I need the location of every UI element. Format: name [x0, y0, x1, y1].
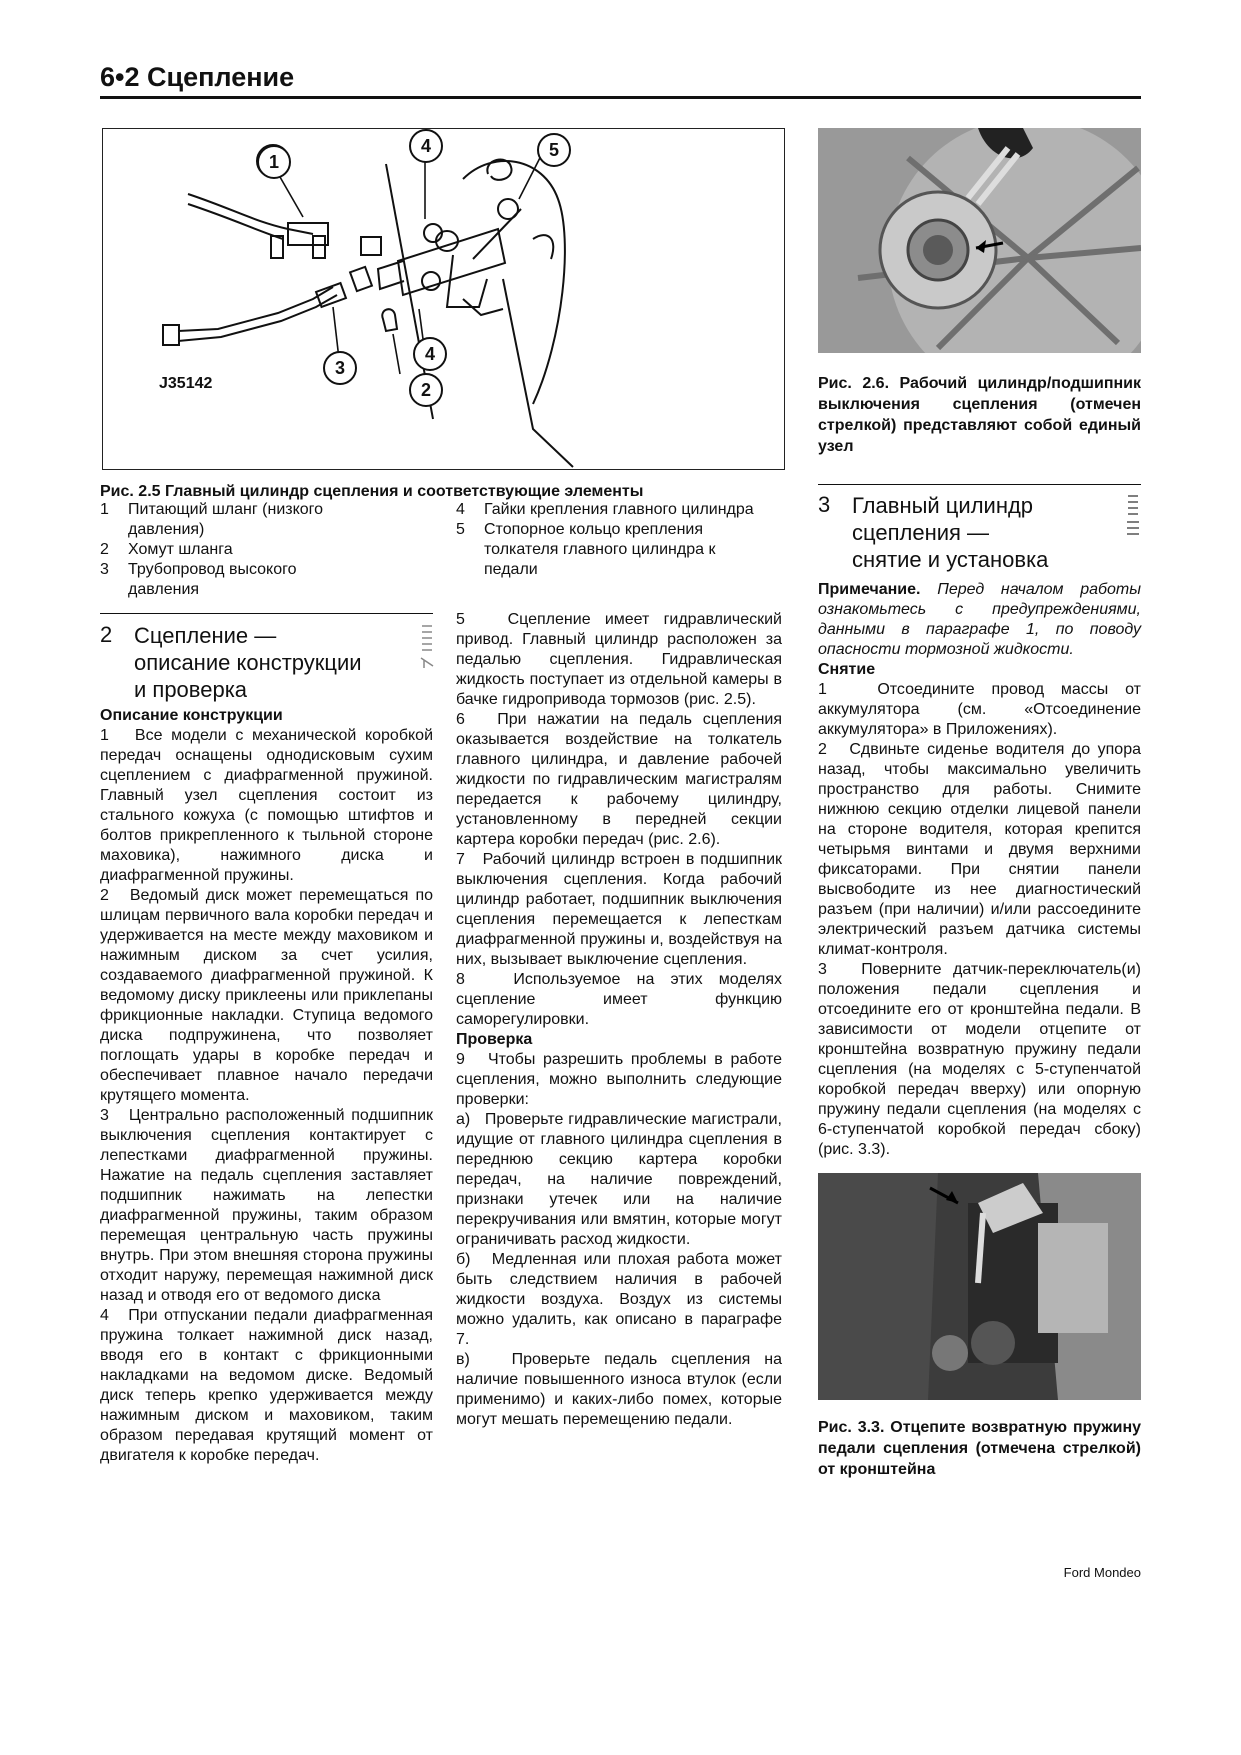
section-3-number: 3: [818, 492, 831, 517]
difficulty-icon: [1125, 492, 1141, 542]
paragraph: 4 При отпускании педали диафрагменная пружина толкает нажимной диск назад, вводя его в контакт с фрикционными накладками на ведомом диске. Ведомый диск теперь крепко удерживается между нажимным диском и маховиком, таким образом передавая крутящий момент от двигателя к коробке передач.: [100, 1307, 433, 1464]
legend-item: 4 Гайки крепления главного цилиндра: [456, 501, 754, 518]
section-3-heading: [818, 492, 1141, 573]
callout-3: 3: [323, 351, 357, 385]
paragraph: б) Медленная или плохая работа может быть следствием наличия в рабочей жидкости воздуха. Воздух из системы можно удалить, как описано в параграфе 7.: [456, 1251, 782, 1348]
footer-title: Ford Mondeo: [1063, 1565, 1141, 1580]
legend-item: 2 Хомут шланга: [100, 541, 233, 558]
callout-1: 1: [257, 145, 291, 179]
paragraph: в) Проверьте педаль сцепления на наличие повышенного износа втулок (если применимо) и каких-либо помех, которые могут мешать перемещению педали.: [456, 1351, 782, 1428]
section-3-title: Главный цилиндр сцепления — снятие и установка: [852, 493, 1049, 572]
paragraph: 5 Сцепление имеет гидравлический привод. Главный цилиндр расположен за педалью сцепления. Гидравлическая жидкость поступает из отдельной камеры в бачке гидропривода тормозов (рис. 2.5).: [456, 611, 782, 708]
section-2-number: 2: [100, 622, 113, 647]
callout-5: 5: [537, 133, 571, 167]
paragraph: 7 Рабочий цилиндр встроен в подшипник выключения сцепления. Когда рабочий цилиндр работает, подшипник выключения сцепления перемещается к лепесткам диафрагменной пружины и, воздействуя на них, вызывает выключение сцепления.: [456, 851, 782, 968]
callout-4-top: 4: [409, 129, 443, 163]
paragraph: 1 Все модели с механической коробкой передач оснащены однодисковым сухим сцеплением с диафрагменной пружиной. Главный узел сцепления состоит из стального кожуха (с помощью штифтов и болтов прикрепленного к тыльной стороне маховика), нажимного диска и диафрагменной пружины.: [100, 727, 433, 884]
paragraph: a) Проверьте гидравлические магистрали, идущие от главного цилиндра сцепления в переднюю секцию картера коробки передач, на наличие повреждений, признаки утечек или на наличие перекручивания или вмятин, которые могут ограничивать расход жидкости.: [456, 1111, 782, 1248]
legend-item: 3 Трубопровод высокого давления: [100, 561, 297, 598]
subheading: Описание конструкции: [100, 707, 283, 724]
paragraph: 3 Поверните датчик-переключатель(и) положения педали сцепления и отсоедините его от кронштейна педали. В зависимости от модели отцепите от кронштейна возвратную пружину педали сцепления (на моделях с 5-ступенчатой коробкой передач вверху) или опорную пружину педали сцепления (на моделях с 6-ступенчатой коробкой передач сбоку) (рис. 3.3).: [818, 961, 1141, 1158]
callout-2: 2: [409, 373, 443, 407]
right-column: [818, 580, 1141, 1160]
paragraph: 2 Сдвиньте сиденье водителя до упора назад, чтобы максимально увеличить пространство для работы. Снимите нижнюю секцию отделки лицевой панели на стороне водителя, которая крепится четырьмя винтами и двумя верхними фиксаторами. При снятии панели высвободите из нее диагностический разъем (при наличии) и/или рассоедините электрический разъем датчика системы климат-контроля.: [818, 741, 1141, 958]
section-2-heading: [100, 622, 435, 703]
paragraph: 6 При нажатии на педаль сцепления оказывается воздействие на толкатель главного цилиндра, и давление рабочей жидкости по гидравлическим магистралям передается к рабочему цилиндру, установленному в передней секции картера коробки передач (рис. 2.6).: [456, 711, 782, 848]
paragraph: 2 Ведомый диск может перемещаться по шлицам первичного вала коробки передач и удерживается на месте между маховиком и нажимным диском за счет усилия, создаваемого диафрагменной пружиной. К ведомому диску приклеены или приклепаны фрикционные накладки. Ступица ведомого диска подпружинена, что позволяет поглощать удары в коробке передач и обеспечивает плавное начало передачи крутящего момента.: [100, 887, 433, 1104]
figure-2-5-caption: Рис. 2.5 Главный цилиндр сцепления и соответствующие элементы: [100, 483, 644, 500]
page-title: 6•2 Сцепление: [100, 62, 295, 92]
subheading: Проверка: [456, 1031, 533, 1048]
callout-4-bottom: 4: [413, 337, 447, 371]
note: Примечание. Перед началом работы ознакомьтесь с предупреждениями, данными в параграфе 1, по поводу опасности тормозной жидкости.: [818, 581, 1141, 658]
figure-code: J35142: [159, 375, 213, 392]
paragraph: 3 Центрально расположенный подшипник выключения сцепления контактирует с лепестками диафрагменной пружины. Нажатие на педаль сцепления заставляет подшипник нажимать на лепестки диафрагменной пружины, таким образом перемещая центральную часть пружины внутрь. При этом внешняя сторона пружины отходит наружу, перемещая нажимной диск назад и отводя его от ведомого диска: [100, 1107, 433, 1304]
section-2-title: Сцепление — описание конструкции и проверка: [134, 623, 362, 702]
middle-column: [456, 610, 782, 1430]
left-column: [100, 706, 433, 1466]
legend-item: 5 Стопорное кольцо крепления толкателя главного цилиндра к педали: [456, 521, 716, 578]
difficulty-icon: [419, 622, 435, 672]
figure-2-6-photo: [818, 128, 1141, 353]
figure-2-5-legend-right: [456, 500, 756, 580]
clutch-master-cylinder-drawing: [103, 129, 784, 469]
paragraph: 8 Используемое на этих моделях сцепление имеет функцию саморегулировки.: [456, 971, 782, 1028]
subheading: Снятие: [818, 661, 876, 678]
section-2-rule: [100, 613, 433, 614]
figure-2-5-diagram: [102, 128, 785, 470]
figure-3-3-caption: Рис. 3.3. Отцепите возвратную пружину педали сцепления (отмечена стрелкой) от кронштейна: [818, 1419, 1141, 1478]
header-rule: [100, 96, 1141, 99]
legend-item: 1 Питающий шланг (низкого давления): [100, 501, 324, 538]
paragraph: 9 Чтобы разрешить проблемы в работе сцепления, можно выполнить следующие проверки:: [456, 1051, 782, 1108]
section-3-rule: [818, 484, 1141, 485]
figure-2-6-caption: Рис. 2.6. Рабочий цилиндр/подшипник выключения сцепления (отмечен стрелкой) представляют собой единый узел: [818, 375, 1141, 455]
figure-2-5-legend-left: [100, 500, 335, 600]
figure-3-3-photo: [818, 1173, 1141, 1400]
paragraph: 1 Отсоедините провод массы от аккумулятора (см. «Отсоединение аккумулятора» в Приложениях).: [818, 681, 1141, 738]
